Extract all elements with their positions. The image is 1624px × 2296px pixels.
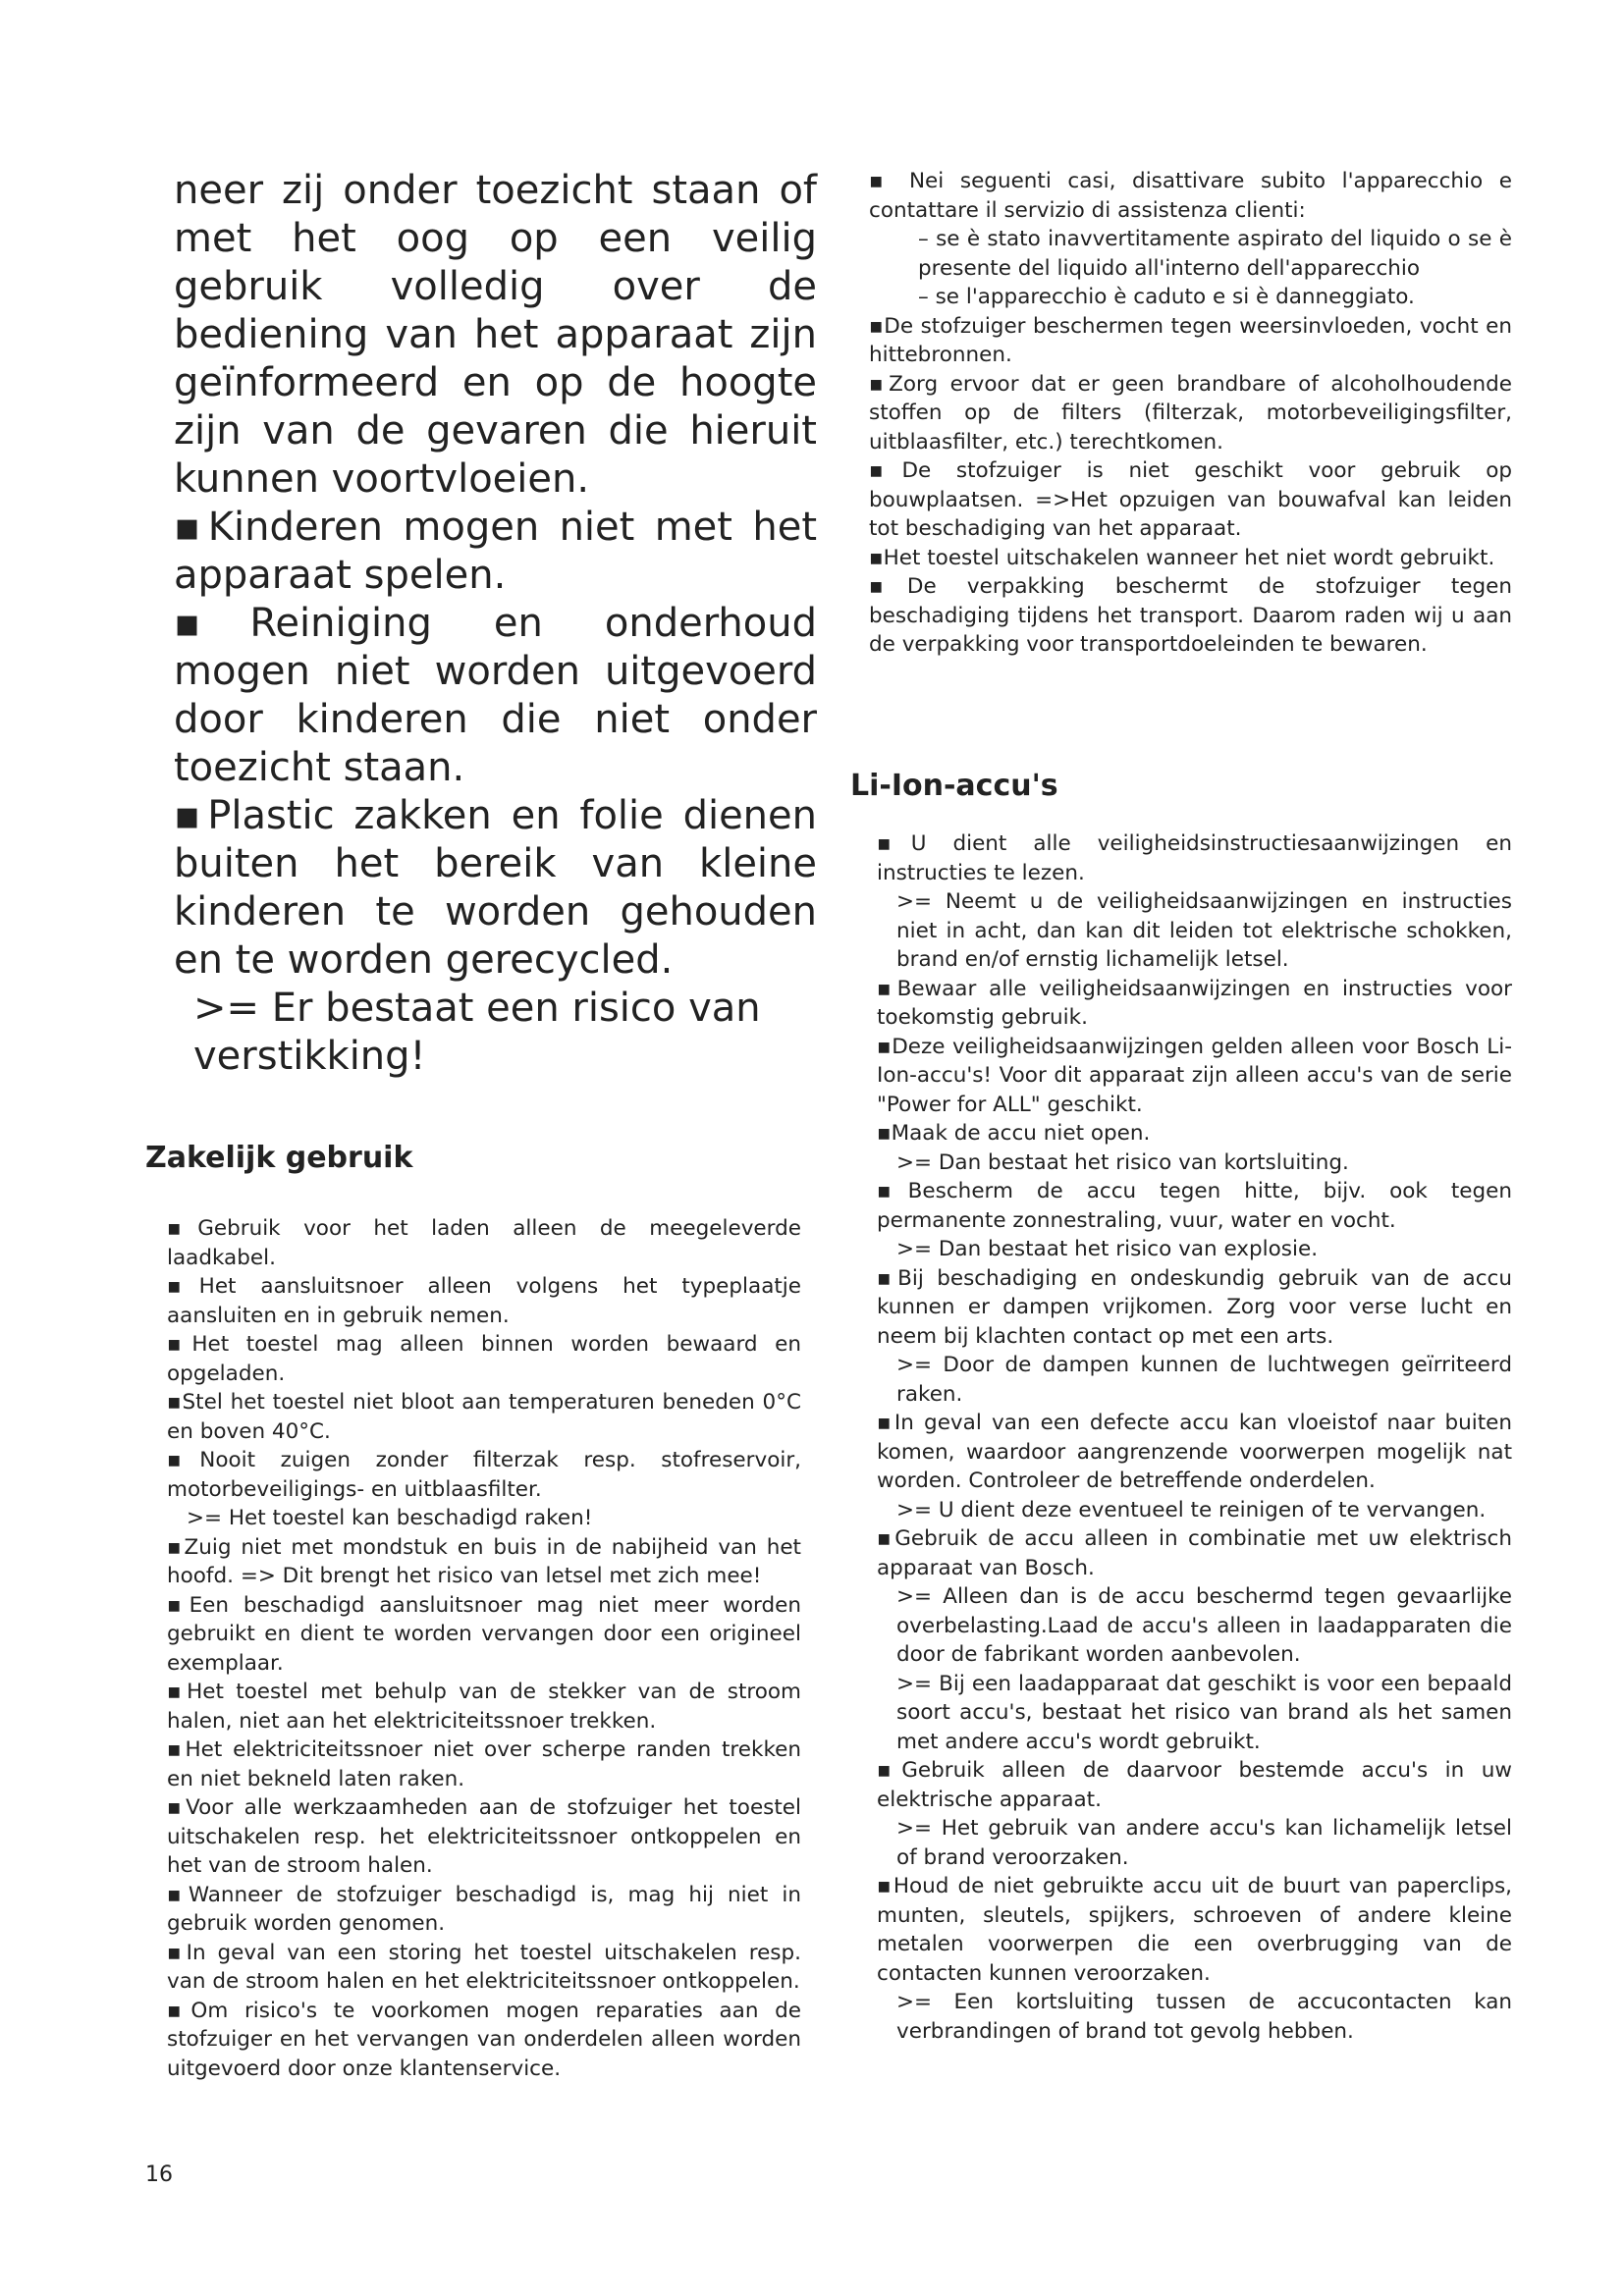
section-heading-li-ion-accus: Li-Ion-accu's [850, 769, 1058, 803]
large-paragraph: neer zij onder toezicht staan of met het oog op een veilig gebruik volledig over de bediening van het apparaat zijn geïnformeerd en op de hoogte zijn van de gevaren die hieruit kunnen voortvloeien. [174, 168, 817, 502]
list-item-consequence: >= Bij een laadapparaat dat geschikt is voor een bepaald soort accu's, bestaat het risico van brand als het samen met andere accu's wordt gebruikt. [896, 1671, 1512, 1754]
large-bullet-item: ▪Kinderen mogen niet met het apparaat spelen. [174, 505, 817, 598]
list-item: ▪Deze veiligheidsaanwijzingen gelden alleen voor Bosch Li-Ion-accu's! Voor dit apparaat zijn alleen accu's van de serie "Power for ALL" geschikt. [877, 1034, 1512, 1117]
list-item: ▪Om risico's te voorkomen mogen reparaties aan de stofzuiger en het vervangen van onderdelen alleen worden uitgevoerd door onze klantenservice. [167, 1998, 801, 2081]
list-item: ▪Het aansluitsnoer alleen volgens het typeplaatje aansluiten en in gebruik nemen. [167, 1274, 801, 1328]
list-item-consequence: >= Het toestel kan beschadigd raken! [187, 1506, 593, 1530]
list-item: ▪Gebruik de accu alleen in combinatie met uw elektrisch apparaat van Bosch. [877, 1526, 1512, 1580]
section-heading-zakelijk-gebruik: Zakelijk gebruik [145, 1141, 413, 1175]
list-item-consequence: >= U dient deze eventueel te reinigen of te vervangen. [896, 1497, 1487, 1522]
list-item-consequence: >= Door de dampen kunnen de luchtwegen geïrriteerd raken. [896, 1353, 1512, 1407]
list-subitem: – se l'apparecchio è caduto e si è danneggiato. [918, 285, 1415, 309]
zakelijk-gebruik-list [167, 1214, 801, 2083]
safety-list-top [869, 167, 1512, 660]
list-item: ▪Het toestel mag alleen binnen worden bewaard en opgeladen. [167, 1332, 801, 1386]
list-item: ▪Zuig niet met mondstuk en buis in de nabijheid van het hoofd. => Dit brengt het risico van letsel met zich mee! [167, 1534, 801, 1588]
list-item-consequence: >= Alleen dan is de accu beschermd tegen gevaarlijke overbelasting.Laad de accu's alleen in laadapparaten die door de fabrikant worden aanbevolen. [896, 1584, 1512, 1667]
list-item: ▪Zorg ervoor dat er geen brandbare of alcoholhoudende stoffen op de filters (filterzak, motorbeveiligingsfilter, uitblaasfilter, etc.) terechtkomen. [869, 371, 1512, 454]
list-item: ▪Gebruik alleen de daarvoor bestemde accu's in uw elektrische apparaat. [877, 1758, 1512, 1812]
list-item: ▪Bescherm de accu tegen hitte, bijv. ook tegen permanente zonnestraling, vuur, water en vocht. [877, 1179, 1512, 1233]
large-print-block [174, 167, 817, 1081]
list-item-consequence: >= Dan bestaat het risico van explosie. [896, 1237, 1319, 1261]
list-item: ▪Wanneer de stofzuiger beschadigd is, mag hij niet in gebruik worden genomen. [167, 1882, 801, 1936]
list-item: ▪Nooit zuigen zonder filterzak resp. stofreservoir, motorbeveiligings- en uitblaasfilter. [167, 1448, 801, 1502]
li-ion-accus-list [877, 829, 1512, 2046]
list-item: ▪Stel het toestel niet bloot aan temperaturen beneden 0°C en boven 40°C. [167, 1390, 801, 1444]
list-item: ▪Maak de accu niet open. [877, 1121, 1151, 1146]
list-item: ▪U dient alle veiligheidsinstructiesaanwijzingen en instructies te lezen. [877, 831, 1512, 885]
list-subitem: – se è stato inavvertitamente aspirato del liquido o se è presente del liquido all'interno dell'apparecchio [918, 227, 1512, 281]
list-item: ▪ Nei seguenti casi, disattivare subito l'apparecchio e contattare il servizio di assistenza clienti: [869, 169, 1512, 223]
list-item: ▪Gebruik voor het laden alleen de meegeleverde laadkabel. [167, 1216, 801, 1270]
list-item: ▪Het elektriciteitssnoer niet over scherpe randen trekken en niet bekneld laten raken. [167, 1737, 801, 1791]
list-item: ▪Het toestel met behulp van de stekker van de stroom halen, niet aan het elektriciteitssnoer trekken. [167, 1680, 801, 1734]
page-number: 16 [145, 2163, 173, 2187]
list-item: ▪Het toestel uitschakelen wanneer het niet wordt gebruikt. [869, 545, 1495, 570]
large-bullet-item: ▪Plastic zakken en folie dienen buiten het bereik van kleine kinderen te worden gehouden en te worden gerecycled. [174, 793, 817, 983]
list-item: ▪Bij beschadiging en ondeskundig gebruik van de accu kunnen er dampen vrijkomen. Zorg voor verse lucht en neem bij klachten contact op met een arts. [877, 1265, 1512, 1349]
list-item-consequence: >= Dan bestaat het risico van kortsluiting. [896, 1149, 1349, 1175]
list-item: ▪Een beschadigd aansluitsnoer mag niet meer worden gebruikt en dient te worden vervangen door een origineel exemplaar. [167, 1592, 801, 1676]
list-item: ▪De stofzuiger beschermen tegen weersinvloeden, vocht en hittebronnen. [869, 313, 1512, 367]
list-item: ▪Houd de niet gebruikte accu uit de buurt van paperclips, munten, sleutels, spijkers, schroeven of andere kleine metalen voorwerpen die een overbrugging van de contacten kunnen veroorzaken. [877, 1874, 1512, 1986]
list-item: ▪In geval van een defecte accu kan vloeistof naar buiten komen, waardoor aangrenzende voorwerpen mogelijk nat worden. Controleer de betreffende onderdelen. [877, 1411, 1512, 1493]
list-item-consequence: >= Neemt u de veiligheidsaanwijzingen en instructies niet in acht, dan kan dit leiden tot elektrische schokken, brand en/of ernstig lichamelijk letsel. [896, 889, 1512, 972]
list-item: ▪De verpakking beschermt de stofzuiger tegen beschadiging tijdens het transport. Daarom raden wij u aan de verpakking voor transportdoeleinden te bewaren. [869, 574, 1512, 657]
large-bullet-item: ▪Reiniging en onderhoud mogen niet worden uitgevoerd door kinderen die niet onder toezicht staan. [174, 601, 817, 790]
list-item: ▪In geval van een storing het toestel uitschakelen resp. van de stroom halen en het elektriciteitssnoer ontkoppelen. [167, 1940, 801, 1994]
list-item-consequence: >= Het gebruik van andere accu's kan lichamelijk letsel of brand veroorzaken. [896, 1816, 1512, 1870]
list-item: ▪Bewaar alle veiligheidsaanwijzingen en instructies voor toekomstig gebruik. [877, 976, 1512, 1030]
large-warning-item: >= Er bestaat een risico van verstikking! [193, 986, 761, 1079]
list-item: ▪Voor alle werkzaamheden aan de stofzuiger het toestel uitschakelen resp. het elektriciteitssnoer ontkoppelen en het van de stroom halen. [167, 1795, 801, 1878]
list-item: ▪De stofzuiger is niet geschikt voor gebruik op bouwplaatsen. =>Het opzuigen van bouwafval kan leiden tot beschadiging van het apparaat. [869, 458, 1512, 541]
list-item-consequence: >= Een kortsluiting tussen de accucontacten kan verbrandingen of brand tot gevolg hebben. [896, 1990, 1512, 2044]
